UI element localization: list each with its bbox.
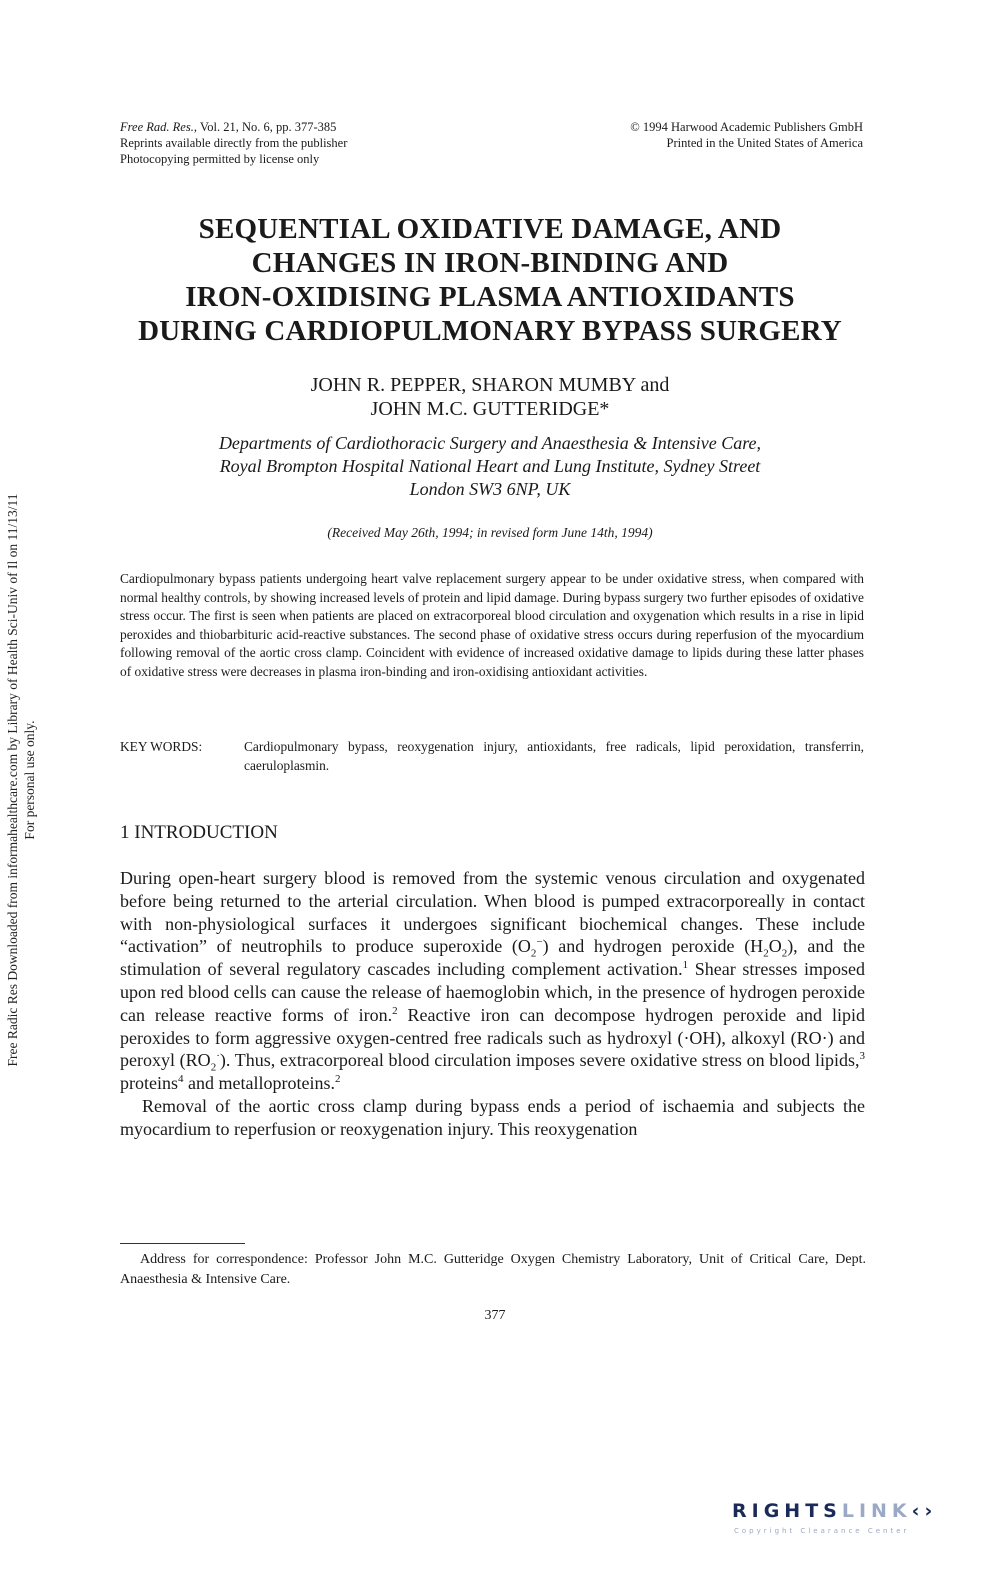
footnote: Address for correspondence: Professor John M.C. Gutteridge Oxygen Chemistry Laboratory, Unit of Critical Care, Dept. Anaesthesia & Intensive Care. (120, 1252, 866, 1287)
download-watermark: Free Radic Res Downloaded from informahealthcare.com by Library of Health Sci-Univ of Il on 11/13/11 For personal use only. (5, 493, 37, 1067)
received-dates: (Received May 26th, 1994; in revised form June 14th, 1994) (327, 525, 653, 540)
paragraph: Removal of the aortic cross clamp during bypass ends a period of ischaemia and subjects the myocardium to reperfusion or reoxygenation injury. This reoxygenation (120, 1095, 865, 1139)
rightslink-logo[interactable] (732, 1500, 972, 1540)
paragraph: During open-heart surgery blood is removed from the systemic venous circulation and oxygenated before being returned to the arterial circulation. When blood is pumped extracorporeally in contact with non-physiological surfaces it undergoes significant biochemical changes. These include “activation” of neutrophils to produce superoxide $(O_2^-)$ and hydrogen peroxide $(H_2O_2)$, and the stimulation of several regulatory cascades including complement activation.$^1$ Shear stresses imposed upon red blood cells can cause the release of haemoglobin which, in the presence of hydrogen peroxide can release reactive forms of iron.$^2$ Reactive iron can decompose hydrogen peroxide and lipid peroxides to form aggressive oxygen-centred free radicals such as hydroxyl (·OH), alkoxyl (RO·) and peroxyl $(RO_2^\cdot)$. Thus, extracorporeal blood circulation imposes severe oxidative stress on blood lipids,$^3$ proteins$^4$ and metalloproteins.$^2$ (120, 868, 866, 1094)
copyright-line: © 1994 Harwood Academic Publishers GmbH (630, 120, 863, 134)
photocopy-note: Photocopying permitted by license only (120, 152, 320, 166)
reference-marker: 2 (334, 1073, 341, 1086)
keywords-text: Cardiopulmonary bypass, reoxygenation injury, antioxidants, free radicals, lipid peroxidation, transferrin, caeruloplasmin. (244, 739, 864, 773)
paper-title: SEQUENTIAL OXIDATIVE DAMAGE, AND CHANGES IN IRON-BINDING AND IRON-OXIDISING PLASMA ANTIOXIDANTS DURING CARDIOPULMONARY BYPASS SURGERY (138, 213, 842, 347)
rightslink-wordmark: RIGHTSLINK‹› (732, 1500, 938, 1522)
reference-marker: 2 (392, 1004, 398, 1017)
journal-header-right (540, 119, 863, 151)
section-heading: 1 INTRODUCTION (120, 822, 278, 843)
printed-line: Printed in the United States of America (666, 136, 863, 150)
footnote-rule (120, 1243, 245, 1244)
page-number: 377 (484, 1308, 506, 1323)
reference-marker: 1 (682, 959, 689, 972)
affiliation: Departments of Cardiothoracic Surgery and Anaesthesia & Intensive Care, Royal Brompton Hospital National Heart and Lung Institute, Sydney Street London SW3 6NP, UK (218, 433, 762, 499)
keywords-label: KEY WORDS: (120, 739, 203, 754)
reprints-note: Reprints available directly from the publisher (120, 136, 348, 150)
rightslink-arrow-icon: ‹› (911, 1500, 938, 1522)
journal-citation: Free Rad. Res., Vol. 21, No. 6, pp. 377-385 (120, 120, 337, 134)
journal-header-left (120, 119, 347, 167)
body-text (120, 867, 865, 1141)
reference-marker: 4 (178, 1073, 184, 1086)
author-list: JOHN R. PEPPER, SHARON MUMBY and JOHN M.C. GUTTERIDGE* (310, 374, 670, 420)
abstract: Cardiopulmonary bypass patients undergoing heart valve replacement surgery appear to be under oxidative stress, when compared with normal healthy controls, by showing increased levels of protein and lipid damage. During bypass surgery two further episodes of oxidative stress occur. The first is seen when patients are placed on extracorporeal blood circulation and oxygenation which results in a rise in lipid peroxides and thiobarbituric acid-reactive substances. The second phase of oxidative stress occurs during reperfusion of the myocardium following removal of the aortic cross clamp. Coincident with evidence of increased oxidative damage to lipids during these latter phases of oxidative stress were decreases in plasma iron-binding and iron-oxidising antioxidant activities. (120, 571, 864, 679)
reference-marker: 3 (859, 1050, 866, 1063)
rightslink-tagline: Copyright Clearance Center (734, 1527, 910, 1535)
